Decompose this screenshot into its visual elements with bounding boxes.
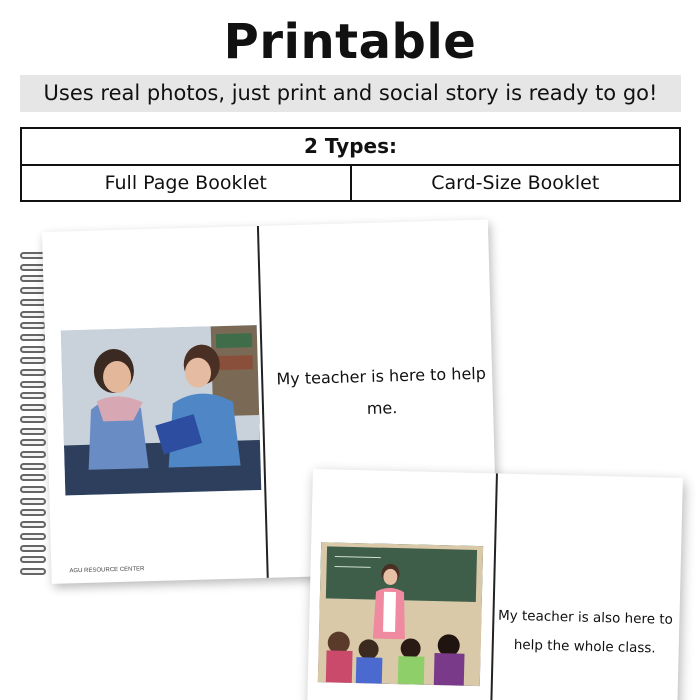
spiral-ring-icon	[20, 474, 46, 481]
card-size-booklet	[307, 469, 683, 700]
spiral-ring-icon	[20, 299, 46, 306]
subtitle-banner: Uses real photos, just print and social story is ready to go!	[20, 75, 681, 112]
page-divider	[490, 473, 498, 700]
spiral-ring-icon	[20, 381, 46, 388]
spiral-ring-icon	[20, 334, 46, 341]
type-card-size: Card-Size Booklet	[350, 166, 680, 200]
classroom-illustration	[318, 542, 483, 686]
spiral-ring-icon	[20, 509, 46, 516]
teacher-student-illustration	[61, 325, 262, 495]
spiral-ring-icon	[20, 533, 46, 540]
types-row	[22, 166, 679, 200]
spiral-ring-icon	[20, 451, 46, 458]
types-heading: 2 Types:	[22, 129, 679, 166]
page-title: Printable	[223, 14, 477, 70]
credit-text: AGU RESOURCE CENTER	[69, 566, 145, 575]
spiral-ring-icon	[20, 463, 46, 470]
spiral-ring-icon	[20, 416, 46, 423]
spiral-ring-icon	[20, 404, 46, 411]
spiral-ring-icon	[20, 287, 46, 294]
spiral-ring-icon	[20, 322, 46, 329]
spiral-ring-icon	[20, 498, 46, 505]
spiral-ring-icon	[20, 486, 46, 493]
spiral-ring-icon	[20, 346, 46, 353]
card-page-text: My teacher is also here to help the whole class.	[497, 607, 674, 657]
spiral-ring-icon	[20, 275, 46, 282]
spiral-ring-icon	[20, 568, 46, 575]
spiral-ring-icon	[20, 311, 46, 318]
classroom-teacher-photo	[318, 542, 483, 686]
spiral-ring-icon	[20, 439, 46, 446]
spiral-ring-icon	[20, 357, 46, 364]
spiral-ring-icon	[20, 428, 46, 435]
spiral-ring-icon	[20, 545, 46, 552]
spiral-ring-icon	[20, 369, 46, 376]
spiral-ring-icon	[20, 556, 46, 563]
types-table	[20, 127, 681, 202]
spiral-ring-icon	[20, 521, 46, 528]
full-page-text: My teacher is here to help me.	[276, 363, 487, 418]
spiral-ring-icon	[20, 392, 46, 399]
type-full-page: Full Page Booklet	[104, 172, 267, 194]
teacher-student-photo	[61, 325, 262, 495]
